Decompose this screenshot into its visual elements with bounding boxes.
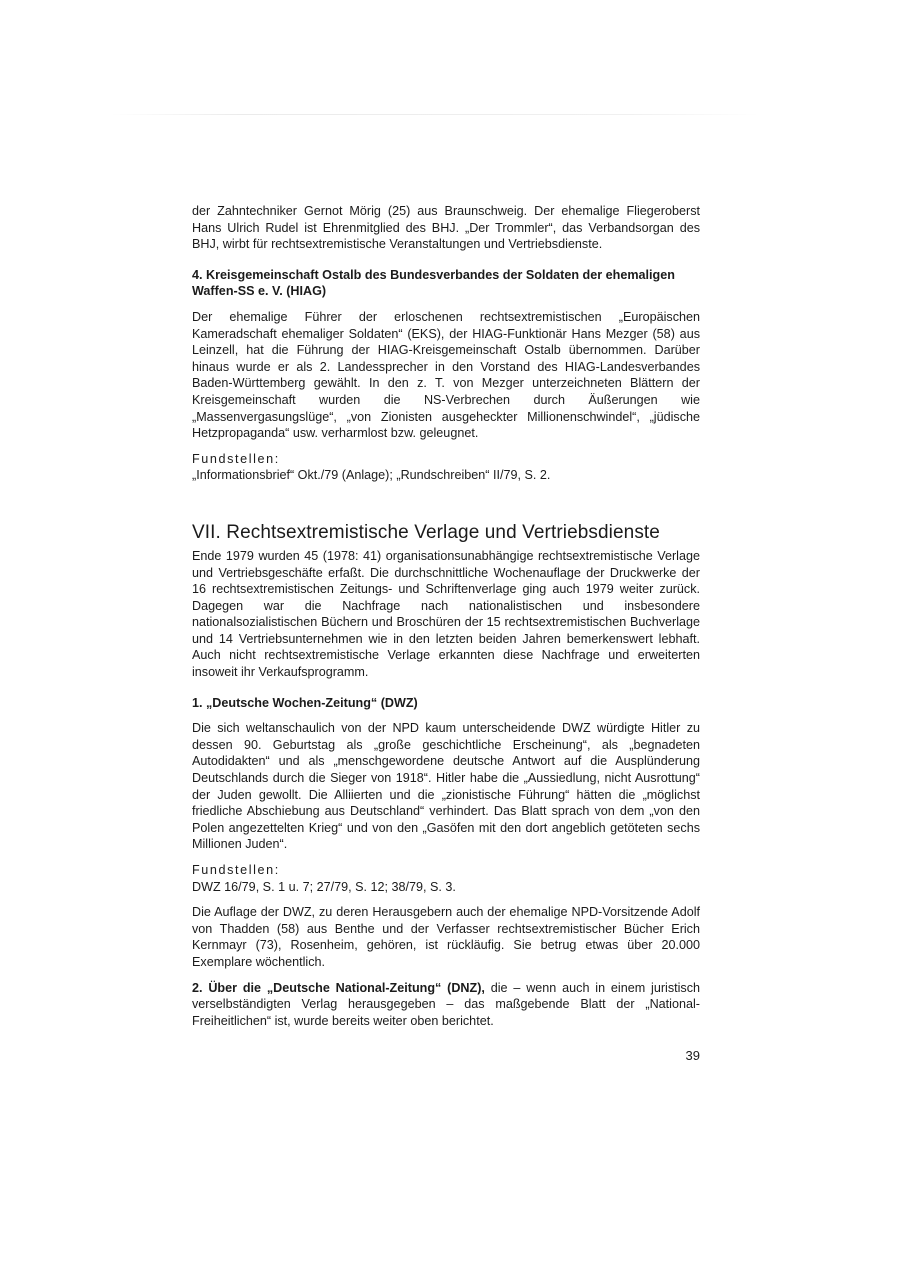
sources-dwz: DWZ 16/79, S. 1 u. 7; 27/79, S. 12; 38/79, S. 3.: [192, 879, 456, 894]
document-page: [192, 203, 700, 1029]
sources-hiag: „Informationsbrief“ Okt./79 (Anlage); „Rundschreiben“ II/79, S. 2.: [192, 468, 551, 483]
paragraph-bhj: der Zahntechniker Gernot Mörig (25) aus Braunschweig. Der ehemalige Fliegeroberst Hans Ulrich Rudel ist Ehrenmitglied des BHJ. „Der Trommler“, das Verbandsorgan des BHJ, wirbt für rechtsextremistische Veranstaltungen und Vertriebsdienste.: [192, 204, 700, 252]
section-heading-hiag: 4. Kreisgemeinschaft Ostalb des Bundesverbandes der Soldaten der ehemaligen Waffen-SS e. V. (HIAG): [192, 267, 675, 299]
section-heading-dwz: 1. „Deutsche Wochen-Zeitung“ (DWZ): [192, 695, 418, 710]
paragraph-dwz: Die sich weltanschaulich von der NPD kaum unterscheidende DWZ würdigte Hitler zu dessen 90. Geburtstag als „große geschichtliche Erscheinung“, als „begnadeten Autodidakten“ und als „menschgewordene deutsche Antwort auf die Ausplünderung Deutschlands durch die Sieger von 1918“. Hitler habe die „Aussiedlung, nicht Ausrottung“ der Juden gewollt. Die Alliierten und die „zionistische Führung“ hätten die „möglichst friedliche Abschiebung aus Deutschland“ verhindert. Das Blatt sprach von dem „von den Polen angezettelten Krieg“ und von den „Gasöfen mit den dort angeblich getöteten sechs Millionen Juden“.: [192, 721, 700, 852]
chapter-title: VII. Rechtsextremistische Verlage und Vertriebsdienste: [192, 521, 660, 543]
page-number: 39: [685, 1048, 700, 1063]
dnz-text: die – wenn auch in einem juristisch verselbständigten Verlag herausgegeben – das maßgebende Blatt der „National-Freiheitlichen“ ist, wurde bereits weiter oben berichtet.: [192, 980, 701, 1028]
paragraph-dnz: [192, 980, 700, 1030]
paragraph-verlage: Ende 1979 wurden 45 (1978: 41) organisationsunabhängige rechtsextremistische Verlage und Vertriebsgeschäfte erfaßt. Die durchschnittliche Wochenauflage der Druckwerke der 16 rechtsextremistischen Zeitungs- und Schriftenverlage ging auch 1979 weiter zurück. Dagegen war die Nachfrage nach nationalistischen und insbesondere nationalsozialistischen Büchern und Broschüren der 15 rechtsextremistischen Buchverlage und 14 Vertriebsunternehmen wie in den letzten beiden Jahren bemerkenswert lebhaft. Auch nicht rechtsextremistische Verlage erkannten diese Nachfrage und erweiterten insoweit ihr Verkaufsprogramm.: [192, 548, 700, 680]
paragraph-hiag: Der ehemalige Führer der erloschenen rechtsextremistischen „Europäischen Kameradschaft ehemaliger Soldaten“ (EKS), der HIAG-Funktionär Hans Mezger (58) aus Leinzell, hat die Führung der HIAG-Kreisgemeinschaft Ostalb übernommen. Darüber hinaus wurde er als 2. Landessprecher in den Vorstand des HIAG-Landesverbandes Baden-Württemberg gewählt. In den z. T. von Mezger unterzeichneten Blättern der Kreisgemeinschaft wurden die NS-Verbrechen durch Äußerungen wie „Massenvergasungslüge“, „von Zionisten ausgeheckter Millionenschwindel“, „jüdische Hetzpropaganda“ usw. verharmlost bzw. geleugnet.: [192, 309, 700, 441]
paragraph-dwz-auflage: Die Auflage der DWZ, zu deren Herausgebern auch der ehemalige NPD-Vorsitzende Adolf von Thadden (58) aus Benthe und der Verfasser rechtsextremistischer Bücher Erich Kernmayr (73), Rosenheim, gehören, ist rückläufig. Sie betrug etwas über 20.000 Exemplare wöchentlich.: [192, 905, 700, 969]
dnz-heading: 2. Über die „Deutsche National-Zeitung“ (DNZ),: [192, 980, 485, 995]
sources-label: Fundstellen:: [192, 863, 280, 877]
scan-edge-line: [110, 114, 760, 115]
sources-label: Fundstellen:: [192, 451, 280, 466]
